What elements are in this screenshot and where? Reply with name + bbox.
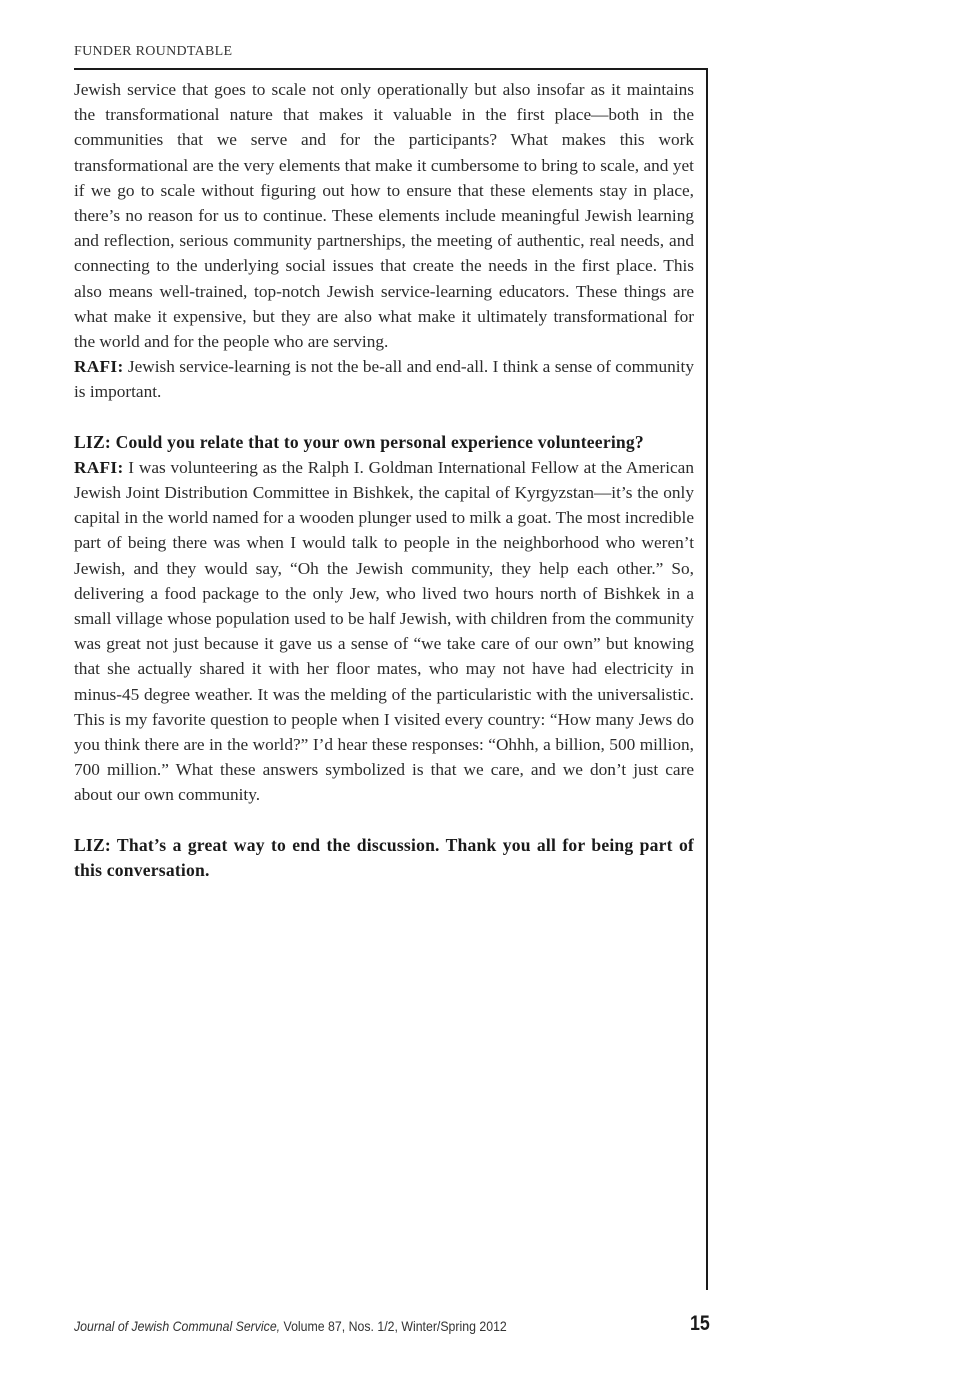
top-rule — [74, 68, 708, 70]
paragraph-3-text: I was volunteering as the Ralph I. Goldman International Fellow at the American Jewish Joint Distribution Committee in Bishkek, the capital of Kyrgyzstan—it’s the only capital in the world named for a wooden plunger used to milk a goat. The most incredible part of being there was when I would talk to people in the neighborhood who weren’t Jewish, and they would say, “Oh the Jewish community, they help each other.” So, delivering a food package to the only Jew, who lived two hours north of Bishkek in a small village whose population used to be half Jewish, with children from the community was great not just because it gave us a sense of “we take care of our own” but knowing that she actually shared it with her floor mates, who may not have had electricity in minus-45 degree weather. It was the melding of the particularistic with the universalistic. This is my favorite question to people when I visited every country: “How many Jews do you think there are in the world?” I’d hear these responses: “Ohhh, a billion, 500 million, 700 million.” What these answers symbolized is that we care, and we don’t just care about our own community. — [74, 457, 694, 805]
paragraph-gap — [74, 808, 694, 833]
question-2: LIZ: That’s a great way to end the discussion. Thank you all for being part of this conversation. — [74, 834, 694, 880]
paragraph-2 — [74, 354, 694, 404]
paragraph-3 — [74, 455, 694, 808]
journal-title: Journal of Jewish Communal Service, — [74, 1318, 281, 1334]
paragraph-1: Jewish service that goes to scale not only operationally but also insofar as it maintains the transformational nature that makes it valuable in the first place—both in the communities that we serve and for the participants? What makes this work transformational are the very elements that make it cumbersome to bring to scale, and yet if we go to scale without figuring out how to ensure that these elements stay in place, there’s no reason for us to continue. These elements include meaningful Jewish learning and reflection, serious community partnerships, the meeting of authentic, real needs, and connecting to the underlying social issues that create the needs in the first place. This also means well-trained, top-notch Jewish service-learning educators. These things are what make it expensive, but they are also what make it ultimately transformational for the world and for the people who are serving. — [74, 80, 694, 352]
footer-citation — [74, 1318, 507, 1334]
speaker-label: RAFI: — [74, 357, 124, 377]
paragraph-gap — [74, 405, 694, 430]
journal-issue: Volume 87, Nos. 1/2, Winter/Spring 2012 — [280, 1318, 507, 1334]
running-head: FUNDER ROUNDTABLE — [74, 44, 233, 59]
article-body — [74, 77, 694, 883]
question-1: LIZ: Could you relate that to your own personal experience volunteering? — [74, 431, 644, 452]
speaker-label: RAFI: — [74, 457, 124, 477]
page-number: 15 — [690, 1312, 710, 1335]
paragraph-2-text: Jewish service-learning is not the be-all and end-all. I think a sense of community is important. — [74, 357, 694, 402]
right-rule — [706, 68, 708, 1290]
